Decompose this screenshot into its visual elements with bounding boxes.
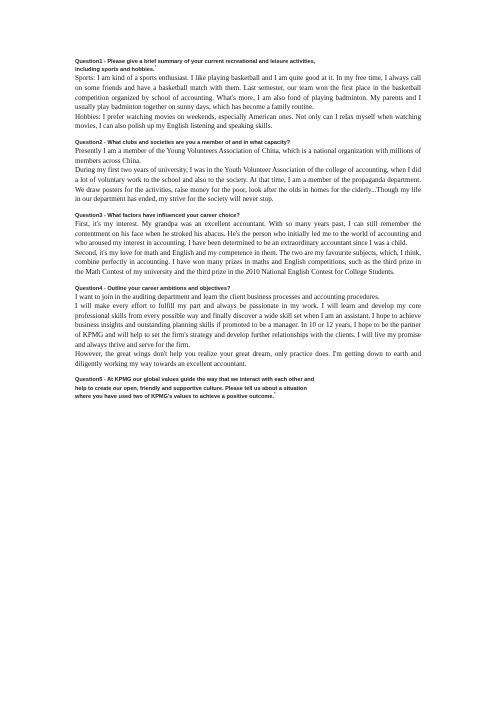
question-4-heading: Question4 - Outline your career ambitions and objectives? <box>75 285 231 292</box>
question-2-answer-1: Presently I am a member of the Young Volunteers Association of China, which is a national organization with millions of members across China. <box>75 147 421 165</box>
question-5-heading-line-2: help to create our open, friendly and supportive culture. Please tell us about a situation <box>75 385 307 392</box>
question-3 <box>75 212 421 278</box>
question-5-heading-line-1: Question5 - At KPMG our global values guide the way that we interact with each other and <box>75 377 315 384</box>
question-1 <box>75 58 421 132</box>
question-1-heading-line-2: including sports and hobbies. <box>75 67 155 74</box>
question-4-answer-3: However, the great wings don't help you realize your great dream, only practice does. I'm getting down to earth and diligently working my way towards an excellent accountant. <box>75 350 421 368</box>
question-5 <box>75 376 421 401</box>
footnote-mark: * <box>274 391 276 396</box>
question-5-heading-line-3: where you have used two of KPMG's values to achieve a positive outcome. <box>75 393 275 400</box>
question-2-heading: Question2 - What clubs and societies are you a member of and in what capacity? <box>75 139 291 146</box>
document-body <box>75 58 421 401</box>
question-1-heading-line-1: Question1 - Please give a brief summary of your current recreational and leisure activities, <box>75 59 316 65</box>
question-4-answer-2: I will make every effort to fulfill my part and always be passionate in my work. I will learn and develop my core professional skills from every possible way and finally discover a wide skill set when I am an assistant. I hope to achieve business insights and outstanding planning skills if promoted to be a manager. In 10 or 12 years, I hope to be the partner of KPMG and will help to set the firm's strategy and develop further relationships with the clients. I will live my promise and always thrive and serve for the firm. <box>75 302 421 349</box>
question-1-answer-hobbies: Hobbies: I prefer watching movies on weekends, especially American ones. Not only can I relax myself when watching movies, I can also polish up my English listening and speaking skills. <box>75 112 421 131</box>
question-4 <box>75 285 421 370</box>
question-2-answer-2: During my first two years of university, I was in the Youth Volunteer Association of the college of accounting, when I did a lot of voluntary work to the school and also to the society. At that time, I am a member of the propaganda department. We draw posters for the activities, raise money for the poor, look after the olds in homes for the ciderly...Though my life in our department has ended, my strive for the society will never stop. <box>75 166 421 204</box>
question-1-heading <box>75 58 421 74</box>
question-3-answer-1: First, it's my interest. My grandpa was an excellent accountant. With so many years past, I can still remember the contentment on his face when he stroked his abacus. He's the person who initially led me to the world of accounting and who aroused my interest in accounting. I have been determined to be an extraordinary accountant since I was a child. <box>75 219 421 248</box>
question-3-answer-2: Second, it's my love for math and English and my competence in them. The two are my favourite subjects, which, I think, combine perfectly in accounting. I have won many prizes in maths and English competitions, such as the third prize in the Math Contest of my university and the third prize in the 2010 National English Contest for College Students. <box>75 248 421 276</box>
question-5-heading <box>75 376 421 401</box>
footnote-mark: * <box>154 64 157 70</box>
question-2 <box>75 139 421 205</box>
question-3-heading: Question3 - What factors have influenced your career choice? <box>75 212 240 219</box>
question-1-answer-sports: Sports: I am kind of a sports enthusiast. I like playing basketball and I am quite good at it. In my free time, I always call on some friends and have a basketball match with them. Last semester, our team won the first place in the basketball competition organized by school of accounting. What's more, I am also fond of playing badminton. My parents and I usually play badminton together on sunny days, which has become a family routine. <box>75 74 421 112</box>
question-4-answer-1: I want to join in the auditing department and learn the client business processes and accounting procedures. <box>75 292 380 301</box>
